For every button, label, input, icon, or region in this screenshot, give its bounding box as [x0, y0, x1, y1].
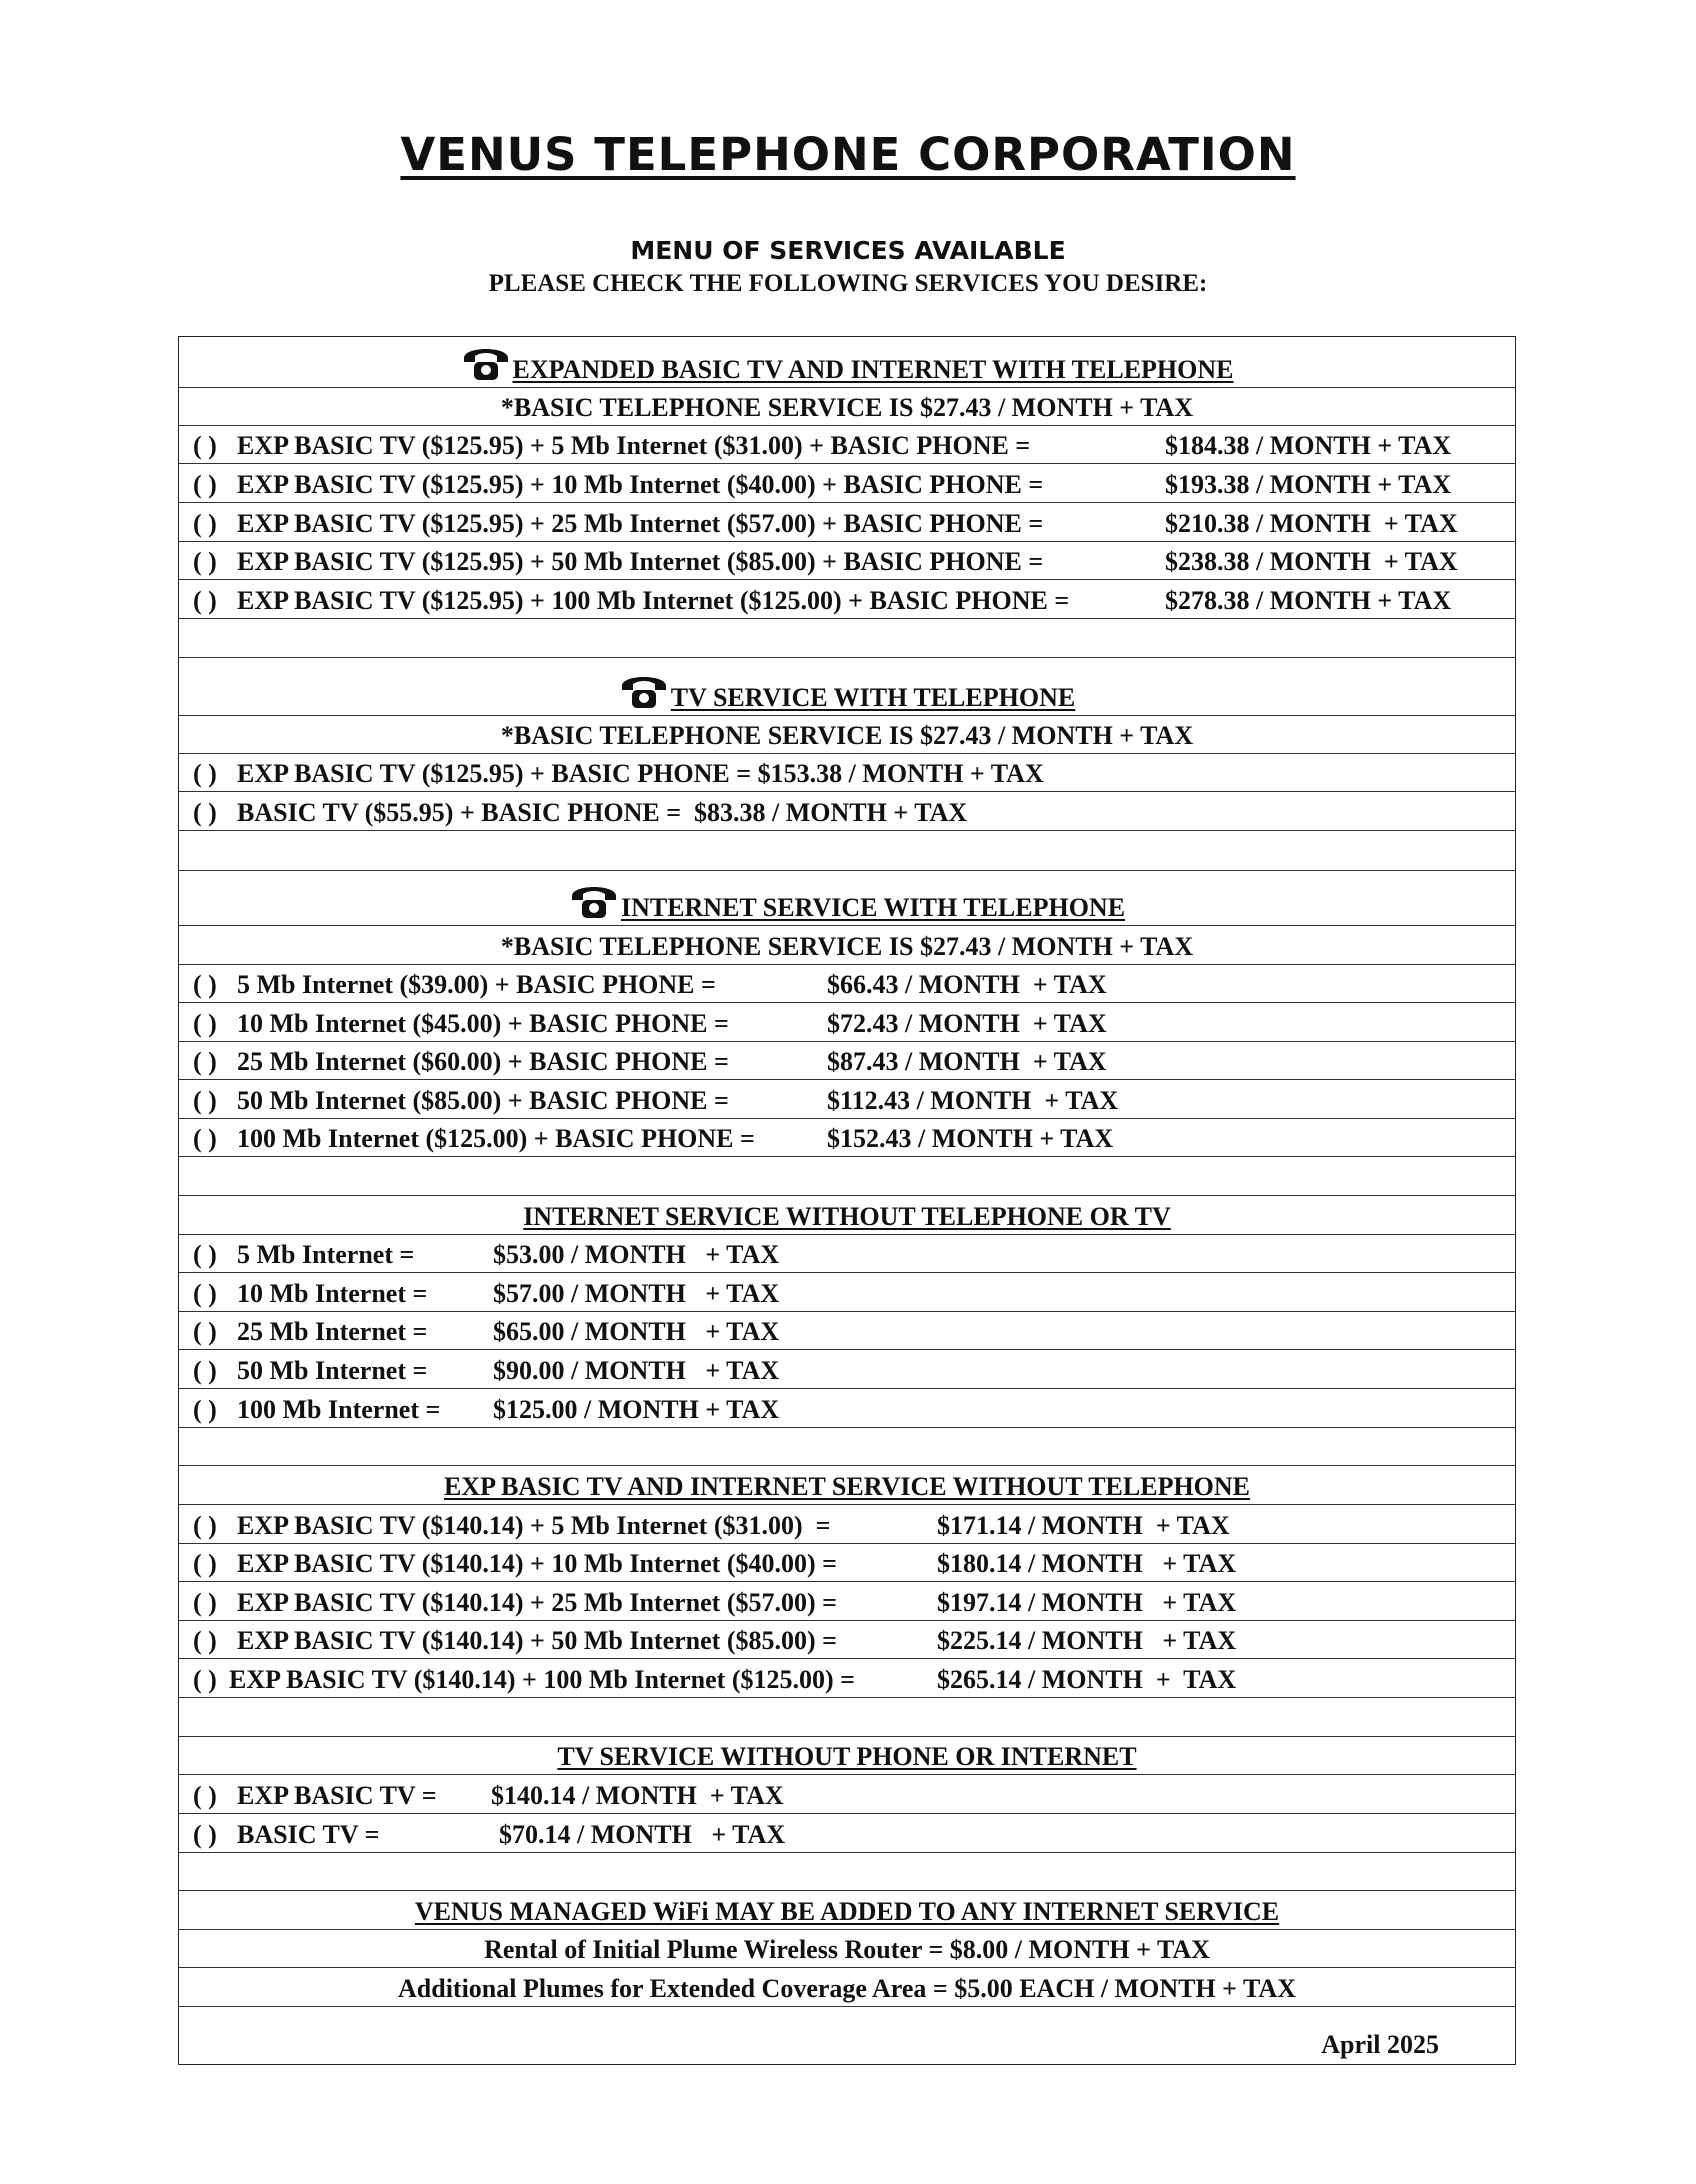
option-label: EXP BASIC TV ($125.95) + 5 Mb Internet ($31.00) + BASIC PHONE =	[237, 431, 1031, 460]
service-option-row[interactable]	[179, 1582, 1515, 1621]
wifi-router-rental: Rental of Initial Plume Wireless Router = $8.00 / MONTH + TAX	[179, 1930, 1515, 1968]
service-option-row[interactable]	[179, 464, 1515, 503]
service-option-row[interactable]	[179, 1312, 1515, 1350]
menu-subtitle: MENU OF SERVICES AVAILABLE	[630, 236, 1066, 265]
section-heading-tv-with-telephone: TV SERVICE WITH TELEPHONE	[179, 658, 1515, 716]
service-option-row[interactable]	[179, 1775, 1515, 1814]
service-option-row[interactable]	[179, 1505, 1515, 1544]
checkbox[interactable]: ( )	[193, 470, 217, 499]
option-price: $152.43 / MONTH + TAX	[827, 1124, 1114, 1153]
checkbox[interactable]: ( )	[193, 759, 217, 788]
checkbox[interactable]: ( )	[193, 1356, 217, 1385]
revision-date: April 2025	[1321, 2030, 1439, 2059]
option-price: $184.38 / MONTH + TAX	[1165, 431, 1452, 460]
section-note: *BASIC TELEPHONE SERVICE IS $27.43 / MONTH + TAX	[179, 926, 1515, 965]
checkbox[interactable]: ( )	[193, 509, 217, 538]
option-label: EXP BASIC TV ($140.14) + 25 Mb Internet ($57.00) =	[237, 1588, 837, 1617]
option-label: EXP BASIC TV ($140.14) + 5 Mb Internet ($31.00) =	[237, 1511, 831, 1540]
checkbox[interactable]: ( )	[193, 1086, 217, 1115]
service-option-row[interactable]	[179, 1659, 1515, 1698]
checkbox[interactable]: ( )	[193, 1665, 217, 1694]
checkbox[interactable]: ( )	[193, 1317, 217, 1346]
option-price: $238.38 / MONTH + TAX	[1165, 547, 1458, 576]
option-label: 50 Mb Internet ($85.00) + BASIC PHONE =	[237, 1086, 729, 1115]
telephone-icon	[461, 342, 511, 382]
service-option-row[interactable]	[179, 503, 1515, 542]
service-option-row[interactable]	[179, 542, 1515, 580]
checkbox[interactable]: ( )	[193, 1511, 217, 1540]
section-heading-internet-only: INTERNET SERVICE WITHOUT TELEPHONE OR TV	[179, 1196, 1515, 1235]
checkbox[interactable]: ( )	[193, 1047, 217, 1076]
option-label: EXP BASIC TV ($140.14) + 50 Mb Internet ($85.00) =	[237, 1626, 837, 1655]
option-label: EXP BASIC TV ($125.95) + BASIC PHONE = $153.38 / MONTH + TAX	[237, 759, 1044, 788]
option-price: $70.14 / MONTH + TAX	[499, 1820, 786, 1849]
instructions: PLEASE CHECK THE FOLLOWING SERVICES YOU DESIRE:	[488, 270, 1208, 297]
wifi-additional-plumes: Additional Plumes for Extended Coverage Area = $5.00 EACH / MONTH + TAX	[179, 1968, 1515, 2007]
option-label: 100 Mb Internet ($125.00) + BASIC PHONE =	[237, 1124, 755, 1153]
service-option-row[interactable]	[179, 1389, 1515, 1428]
section-note: *BASIC TELEPHONE SERVICE IS $27.43 / MONTH + TAX	[179, 388, 1515, 426]
service-option-row[interactable]	[179, 426, 1515, 464]
checkbox[interactable]: ( )	[193, 1626, 217, 1655]
section-heading-managed-wifi: VENUS MANAGED WiFi MAY BE ADDED TO ANY INTERNET SERVICE	[179, 1891, 1515, 1930]
checkbox[interactable]: ( )	[193, 1588, 217, 1617]
checkbox[interactable]: ( )	[193, 970, 217, 999]
option-label: 10 Mb Internet ($45.00) + BASIC PHONE =	[237, 1009, 729, 1038]
option-price: $65.00 / MONTH + TAX	[493, 1317, 780, 1346]
checkbox[interactable]: ( )	[193, 431, 217, 460]
service-option-row[interactable]	[179, 965, 1515, 1003]
checkbox[interactable]: ( )	[193, 1549, 217, 1578]
service-option-row[interactable]	[179, 1235, 1515, 1273]
footer-row	[179, 2007, 1515, 2064]
service-option-row[interactable]	[179, 580, 1515, 619]
services-table	[178, 336, 1516, 2065]
option-label: EXP BASIC TV =	[237, 1781, 437, 1810]
option-price: $225.14 / MONTH + TAX	[937, 1626, 1237, 1655]
option-label: EXP BASIC TV ($125.95) + 100 Mb Internet ($125.00) + BASIC PHONE =	[237, 586, 1070, 615]
spacer-row	[179, 1157, 1515, 1196]
checkbox[interactable]: ( )	[193, 1820, 217, 1849]
section-heading-expanded-basic: EXPANDED BASIC TV AND INTERNET WITH TELEPHONE	[179, 337, 1515, 388]
option-label: 25 Mb Internet ($60.00) + BASIC PHONE =	[237, 1047, 729, 1076]
option-price: $87.43 / MONTH + TAX	[827, 1047, 1107, 1076]
service-option-row[interactable]	[179, 1350, 1515, 1389]
service-option-row[interactable]	[179, 754, 1515, 792]
option-label: EXP BASIC TV ($140.14) + 100 Mb Internet ($125.00) =	[229, 1665, 855, 1694]
telephone-icon	[619, 670, 669, 710]
section-heading-tv-internet-no-phone: EXP BASIC TV AND INTERNET SERVICE WITHOUT TELEPHONE	[179, 1466, 1515, 1505]
option-price: $57.00 / MONTH + TAX	[493, 1279, 780, 1308]
spacer-row	[179, 619, 1515, 658]
option-price: $66.43 / MONTH + TAX	[827, 970, 1107, 999]
option-price: $197.14 / MONTH + TAX	[937, 1588, 1237, 1617]
section-heading-internet-with-telephone: INTERNET SERVICE WITH TELEPHONE	[179, 871, 1515, 926]
option-label: 25 Mb Internet =	[237, 1317, 428, 1346]
option-label: 10 Mb Internet =	[237, 1279, 428, 1308]
checkbox[interactable]: ( )	[193, 586, 217, 615]
option-label: 50 Mb Internet =	[237, 1356, 428, 1385]
option-price: $140.14 / MONTH + TAX	[491, 1781, 784, 1810]
section-heading-tv-only: TV SERVICE WITHOUT PHONE OR INTERNET	[179, 1737, 1515, 1775]
service-option-row[interactable]	[179, 1080, 1515, 1119]
option-label: BASIC TV =	[237, 1820, 380, 1849]
checkbox[interactable]: ( )	[193, 1240, 217, 1269]
page-title: VENUS TELEPHONE CORPORATION	[400, 128, 1296, 181]
option-label: 5 Mb Internet =	[237, 1240, 415, 1269]
service-option-row[interactable]	[179, 1119, 1515, 1157]
option-label: BASIC TV ($55.95) + BASIC PHONE = $83.38 / MONTH + TAX	[237, 798, 968, 827]
option-price: $72.43 / MONTH + TAX	[827, 1009, 1107, 1038]
checkbox[interactable]: ( )	[193, 798, 217, 827]
option-price: $278.38 / MONTH + TAX	[1165, 586, 1452, 615]
section-note: *BASIC TELEPHONE SERVICE IS $27.43 / MONTH + TAX	[179, 716, 1515, 754]
checkbox[interactable]: ( )	[193, 1009, 217, 1038]
telephone-icon	[569, 880, 619, 920]
spacer-row	[179, 1428, 1515, 1466]
option-price: $193.38 / MONTH + TAX	[1165, 470, 1452, 499]
checkbox[interactable]: ( )	[193, 1781, 217, 1810]
option-price: $90.00 / MONTH + TAX	[493, 1356, 780, 1385]
option-price: $210.38 / MONTH + TAX	[1165, 509, 1458, 538]
spacer-row	[179, 1853, 1515, 1891]
service-option-row[interactable]	[179, 1003, 1515, 1042]
option-price: $180.14 / MONTH + TAX	[937, 1549, 1237, 1578]
checkbox[interactable]: ( )	[193, 1395, 217, 1424]
option-label: EXP BASIC TV ($125.95) + 25 Mb Internet ($57.00) + BASIC PHONE =	[237, 509, 1044, 538]
spacer-row	[179, 1698, 1515, 1737]
option-price: $265.14 / MONTH + TAX	[937, 1665, 1237, 1694]
option-label: 100 Mb Internet =	[237, 1395, 441, 1424]
option-label: EXP BASIC TV ($125.95) + 50 Mb Internet ($85.00) + BASIC PHONE =	[237, 547, 1044, 576]
option-label: EXP BASIC TV ($125.95) + 10 Mb Internet ($40.00) + BASIC PHONE =	[237, 470, 1044, 499]
spacer-row	[179, 831, 1515, 871]
service-option-row[interactable]	[179, 1544, 1515, 1582]
option-label: EXP BASIC TV ($140.14) + 10 Mb Internet ($40.00) =	[237, 1549, 837, 1578]
service-option-row[interactable]	[179, 1273, 1515, 1312]
checkbox[interactable]: ( )	[193, 547, 217, 576]
service-option-row[interactable]	[179, 792, 1515, 831]
service-option-row[interactable]	[179, 1814, 1515, 1853]
service-option-row[interactable]	[179, 1621, 1515, 1659]
option-price: $171.14 / MONTH + TAX	[937, 1511, 1230, 1540]
option-label: 5 Mb Internet ($39.00) + BASIC PHONE =	[237, 970, 716, 999]
checkbox[interactable]: ( )	[193, 1279, 217, 1308]
option-price: $112.43 / MONTH + TAX	[827, 1086, 1119, 1115]
checkbox[interactable]: ( )	[193, 1124, 217, 1153]
option-price: $125.00 / MONTH + TAX	[493, 1395, 780, 1424]
option-price: $53.00 / MONTH + TAX	[493, 1240, 780, 1269]
service-option-row[interactable]	[179, 1042, 1515, 1080]
